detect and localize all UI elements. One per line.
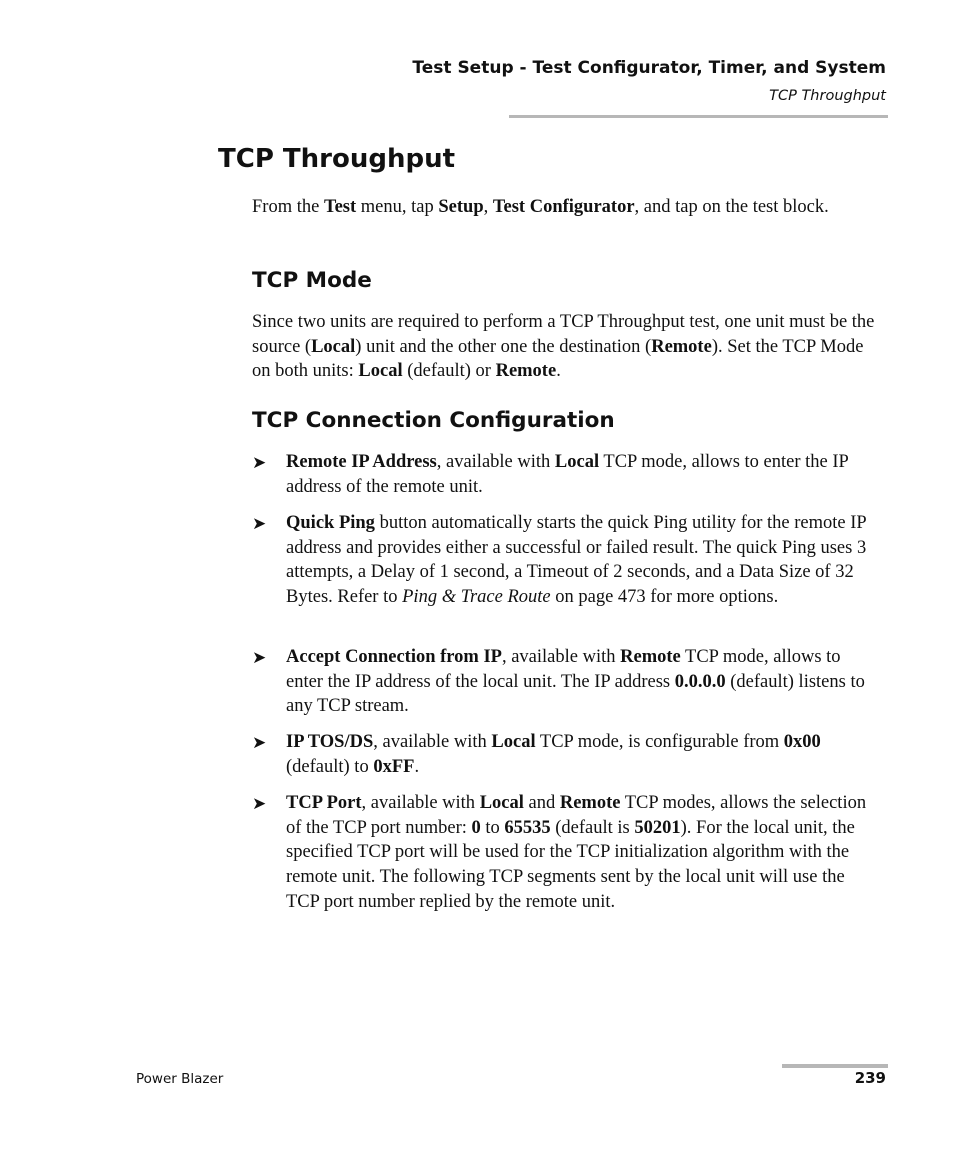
- emphasis-bold: 0.0.0.0: [674, 671, 726, 692]
- bullet-tcp-port: [252, 791, 882, 915]
- emphasis-bold: Local: [554, 452, 600, 472]
- text-run: ,: [483, 197, 493, 217]
- emphasis-bold: Accept Connection from IP: [286, 647, 502, 667]
- text-run: , available with: [501, 647, 621, 667]
- emphasis-bold: Quick Ping: [286, 513, 375, 533]
- emphasis-bold: Local: [491, 732, 536, 752]
- bullet-ip-tos-ds: [252, 730, 882, 779]
- text-run: , available with: [361, 793, 480, 813]
- text-run: , available with: [373, 732, 492, 752]
- text-run: TCP mode, allows to enter the IP address of the local unit. The IP address: [286, 647, 841, 692]
- header-rule: [509, 115, 888, 118]
- bullet-accept-connection: [252, 645, 882, 719]
- text-run: TCP modes, allows the selection of the TCP port number:: [286, 793, 867, 838]
- footer-rule: [782, 1064, 888, 1068]
- bullet-text: [286, 450, 882, 499]
- emphasis-bold: Remote: [495, 361, 557, 381]
- tcp-mode-paragraph: [252, 310, 882, 384]
- footer-product-name: Power Blazer: [136, 1071, 224, 1087]
- emphasis-bold: 0: [471, 817, 481, 838]
- emphasis-bold: Remote IP Address: [286, 452, 437, 472]
- bullet-arrow-icon: ➤: [252, 794, 267, 814]
- running-header-title: Test Setup - Test Configurator, Timer, and System: [412, 58, 886, 78]
- bullet-remote-ip-address: [252, 450, 882, 499]
- bullet-arrow-icon: ➤: [252, 453, 267, 473]
- running-header-subtitle: TCP Throughput: [769, 88, 886, 104]
- text-run: (default) or: [402, 361, 496, 381]
- emphasis-bold: 50201: [634, 817, 681, 838]
- text-run: TCP mode, is configurable from: [535, 732, 784, 752]
- intro-paragraph: [252, 195, 882, 220]
- text-run: (default) listens to any TCP stream.: [286, 671, 865, 717]
- text-run: ) unit and the other one the destination (: [355, 336, 652, 357]
- emphasis-bold: Local: [358, 361, 403, 381]
- text-run: (default is: [550, 817, 635, 838]
- section-heading-tcp-connection: TCP Connection Configuration: [252, 408, 615, 433]
- text-run: TCP mode, allows to enter the IP address of the remote unit.: [286, 452, 849, 497]
- page-number: 239: [854, 1069, 886, 1087]
- emphasis-bold: Setup: [438, 197, 484, 217]
- page-title: TCP Throughput: [218, 144, 456, 174]
- text-run: ). Set the TCP Mode on both units:: [252, 336, 864, 381]
- text-run: on page 473 for more options.: [550, 587, 779, 608]
- section-heading-tcp-mode: TCP Mode: [252, 268, 372, 293]
- text-run: From the: [252, 197, 324, 217]
- bullet-quick-ping: [252, 511, 882, 610]
- emphasis-bold: Test Configurator: [492, 197, 635, 217]
- bullet-text: [286, 730, 882, 779]
- emphasis-bold: Remote: [559, 793, 621, 813]
- emphasis-bold: 0x00: [783, 732, 821, 752]
- emphasis-bold: 65535: [504, 817, 551, 838]
- text-run: menu, tap: [356, 197, 439, 217]
- emphasis-bold: Remote: [651, 336, 712, 357]
- emphasis-bold: Local: [311, 336, 356, 357]
- text-run: button automatically starts the quick Ping utility for the remote IP address and provides either a successful or failed result. The quick Ping uses 3 attempts, a Delay of 1 second, a Timeout of 2 seconds, and a Data Size of 32 Bytes. Refer to: [286, 513, 867, 608]
- text-run: Since two units are required to perform a TCP Throughput test, one unit must be the source (: [252, 312, 875, 357]
- bullet-arrow-icon: ➤: [252, 514, 267, 534]
- emphasis-bold: IP TOS/DS: [286, 732, 374, 752]
- emphasis-bold: 0xFF: [373, 756, 415, 777]
- bullet-text: [286, 791, 882, 915]
- bullet-text: [286, 511, 882, 610]
- bullet-arrow-icon: ➤: [252, 733, 267, 753]
- emphasis-bold: Local: [479, 793, 524, 813]
- emphasis-bold: TCP Port: [286, 793, 362, 813]
- text-run: to: [480, 817, 505, 838]
- text-run: , available with: [436, 452, 555, 472]
- emphasis-italic: Ping & Trace Route: [402, 587, 551, 608]
- text-run: .: [556, 361, 561, 381]
- emphasis-bold: Test: [323, 197, 357, 217]
- bullet-text: [286, 645, 882, 719]
- text-run: and: [523, 793, 560, 813]
- text-run: ). For the local unit, the specified TCP port will be used for the TCP initialization algorithm with the remote unit. The following TCP segments sent by the local unit will use the TCP port number replied by the remote unit.: [286, 817, 855, 912]
- text-run: , and tap on the test block.: [634, 197, 829, 217]
- emphasis-bold: Remote: [620, 647, 681, 667]
- bullet-arrow-icon: ➤: [252, 648, 267, 668]
- text-run: (default) to: [286, 756, 374, 777]
- text-run: .: [414, 756, 420, 777]
